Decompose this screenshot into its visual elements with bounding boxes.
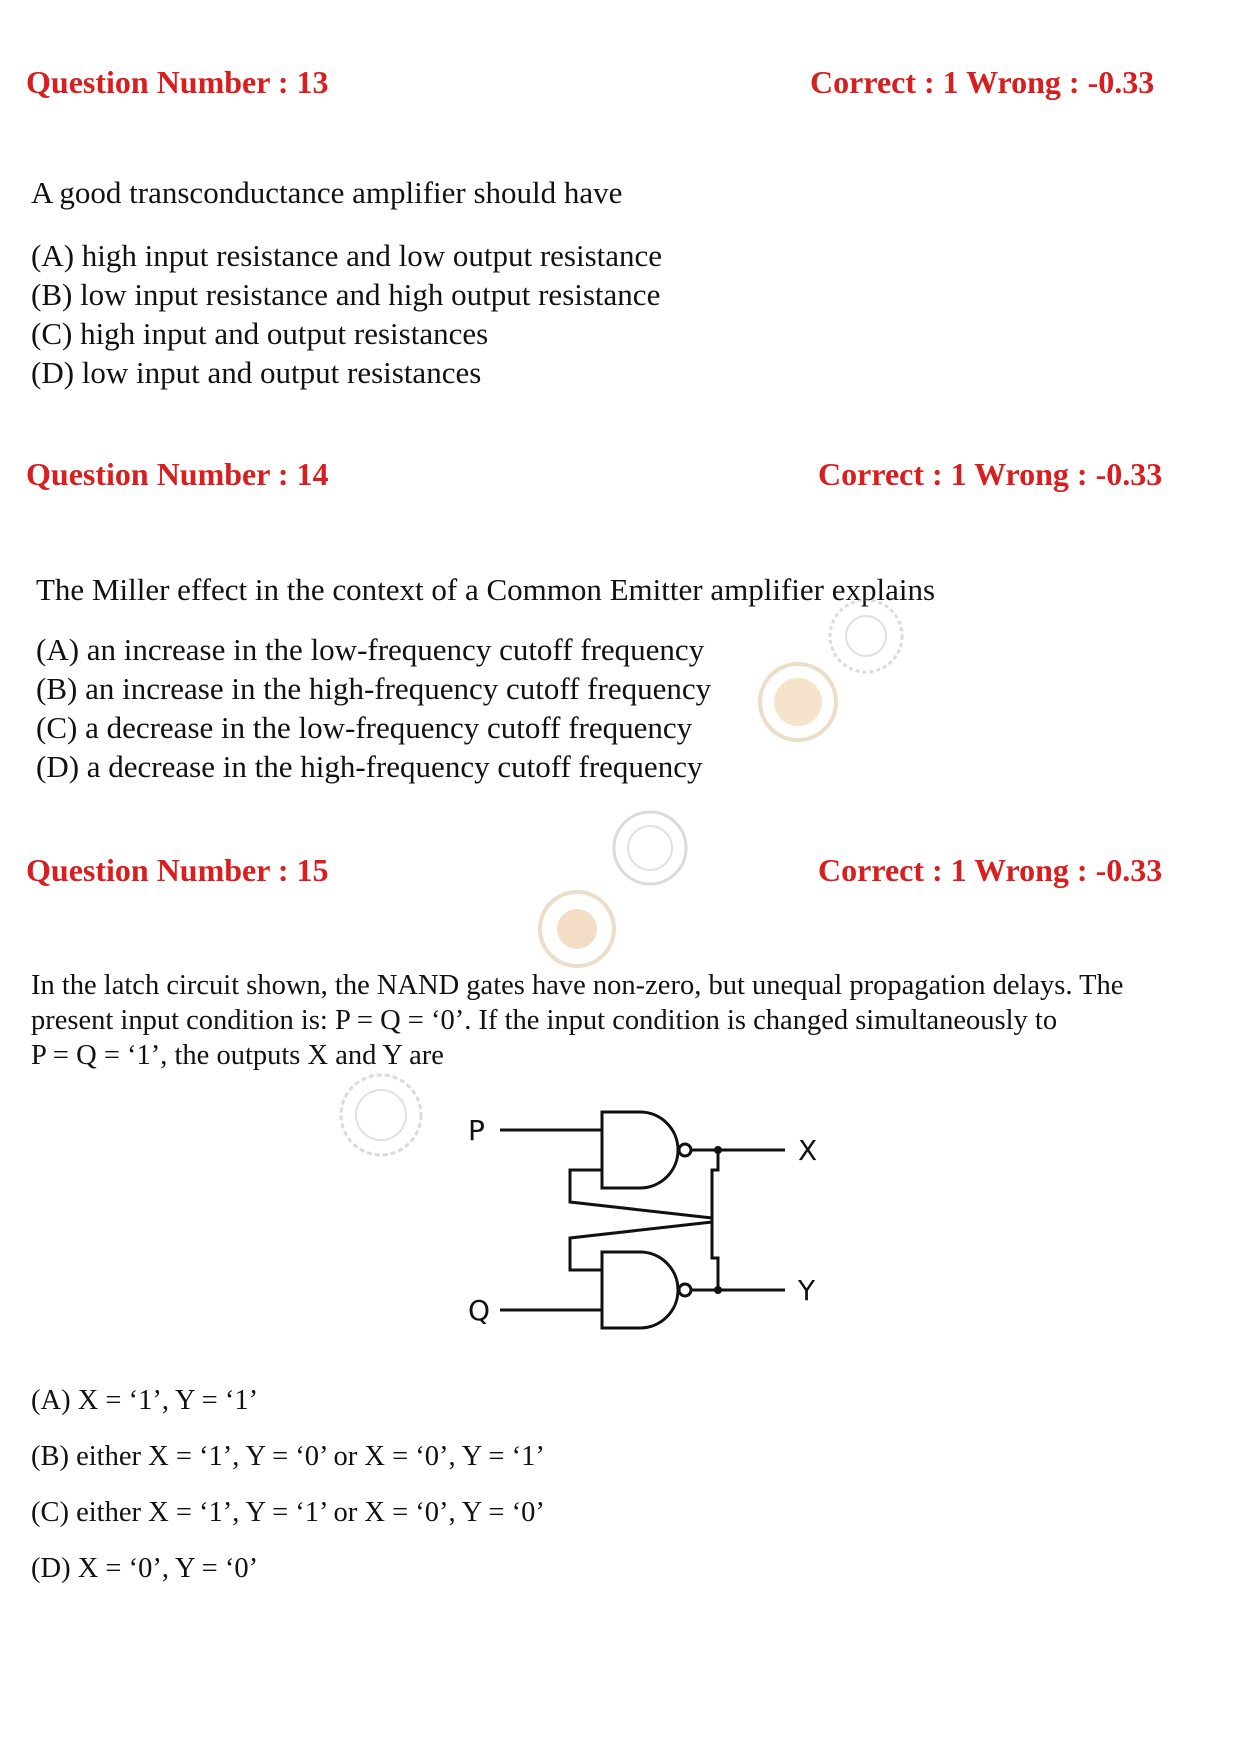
option-d: (D) low input and output resistances <box>31 355 482 390</box>
question-13-stem: A good transconductance amplifier should have <box>31 175 623 210</box>
option-b: (B) either X = ‘1’, Y = ‘0’ or X = ‘0’, Y = ‘1’ <box>31 1441 545 1472</box>
marking-scheme: Correct : 1 Wrong : -0.33 <box>818 456 1163 492</box>
question-14-options <box>36 630 711 786</box>
watermark-emblem-icon <box>536 888 618 970</box>
question-13-options <box>31 236 662 392</box>
label-y: Y <box>798 1274 816 1307</box>
option-c: (C) high input and output resistances <box>31 316 489 351</box>
option-c: (C) a decrease in the low-frequency cutoff frequency <box>36 710 693 745</box>
question-13-header <box>0 64 1240 104</box>
option-a: (A) an increase in the low-frequency cutoff frequency <box>36 632 705 667</box>
question-14-header <box>0 456 1240 496</box>
watermark-seal-icon <box>610 808 690 888</box>
option-a: (A) high input resistance and low output resistance <box>31 238 663 273</box>
question-number: Question Number : 13 <box>26 64 329 100</box>
junction-dot-y <box>714 1286 722 1294</box>
question-15-stem <box>31 968 1221 1073</box>
option-d: (D) a decrease in the high-frequency cutoff frequency <box>36 749 703 784</box>
stem-line: P = Q = ‘1’, the outputs X and Y are <box>31 1040 444 1071</box>
option-b: (B) low input resistance and high output resistance <box>31 277 661 312</box>
question-number: Question Number : 14 <box>26 456 329 492</box>
label-p: P <box>468 1114 485 1147</box>
question-14-stem: The Miller effect in the context of a Common Emitter amplifier explains <box>36 572 936 607</box>
inversion-bubble-bottom <box>679 1284 691 1296</box>
option-d: (D) X = ‘0’, Y = ‘0’ <box>31 1553 259 1584</box>
nand-gate-top <box>602 1112 678 1188</box>
junction-dot-x <box>714 1146 722 1154</box>
inversion-bubble-top <box>679 1144 691 1156</box>
marking-scheme: Correct : 1 Wrong : -0.33 <box>818 852 1163 888</box>
nand-gate-bottom <box>602 1252 678 1328</box>
option-b: (B) an increase in the high-frequency cutoff frequency <box>36 671 712 706</box>
marking-scheme: Correct : 1 Wrong : -0.33 <box>810 64 1155 100</box>
watermark-emblem-icon <box>756 660 840 744</box>
watermark-seal-icon <box>336 1070 426 1160</box>
option-a: (A) X = ‘1’, Y = ‘1’ <box>31 1385 259 1416</box>
question-15-options <box>31 1385 545 1609</box>
question-number: Question Number : 15 <box>26 852 329 888</box>
stem-line: present input condition is: P = Q = ‘0’. If the input condition is changed simultaneously to <box>31 1005 1058 1036</box>
label-x: X <box>798 1134 818 1167</box>
nand-latch-diagram <box>440 1090 860 1340</box>
label-q: Q <box>468 1294 491 1327</box>
stem-line: In the latch circuit shown, the NAND gates have non-zero, but unequal propagation delays. The <box>31 970 1124 1001</box>
option-c: (C) either X = ‘1’, Y = ‘1’ or X = ‘0’, Y = ‘0’ <box>31 1497 545 1528</box>
